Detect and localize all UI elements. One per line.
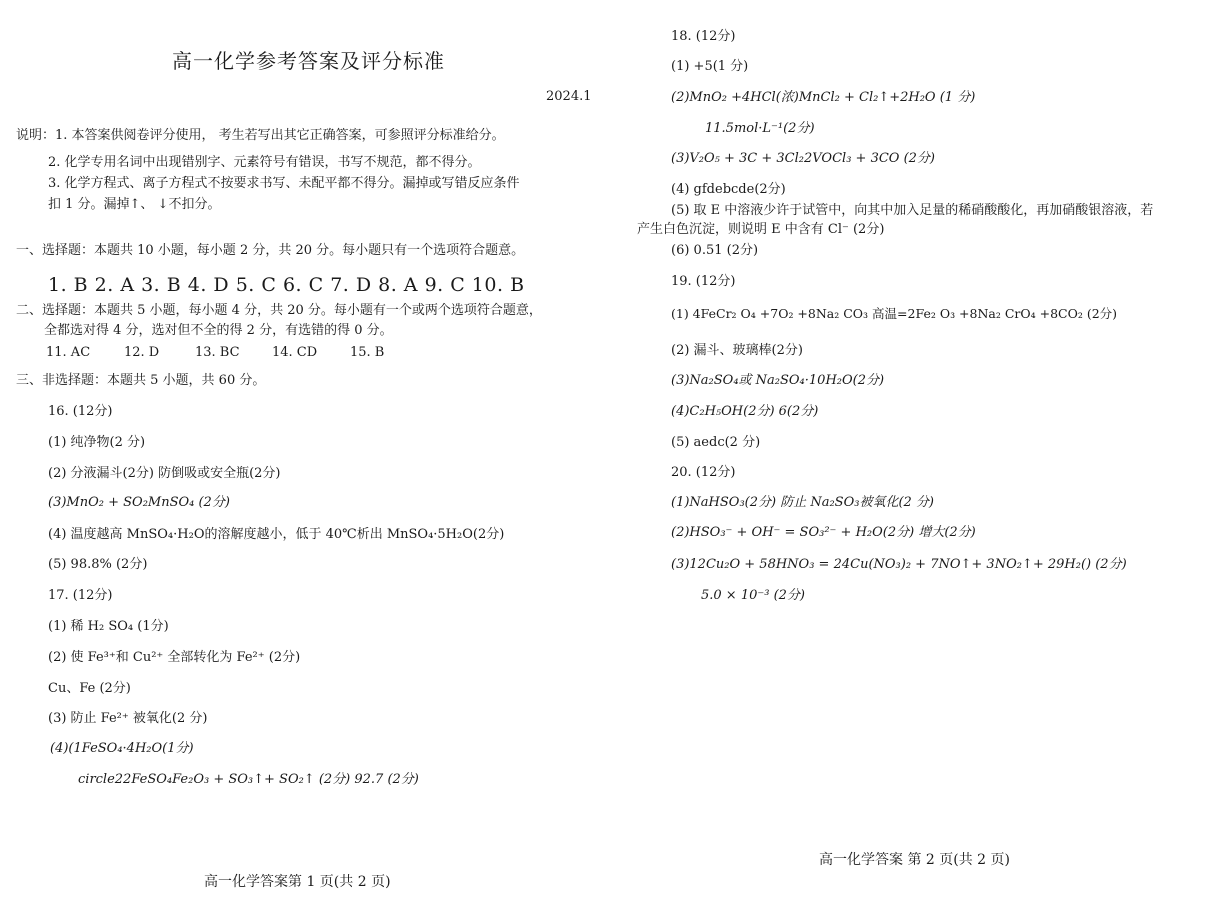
answer-line: (1)NaHSO₃(2分) 防止 Na₂SO₃被氧化(2 分) <box>671 495 934 510</box>
question-heading: 20. (12分) <box>671 465 736 480</box>
answer-line: (5) 取 E 中溶液少许于试管中，向其中加入足量的稀硝酸酸化，再加硝酸银溶液，若 <box>671 203 1154 218</box>
answer-line: (2) 分液漏斗(2分) 防倒吸或安全瓶(2分) <box>48 466 281 481</box>
answer-line: 产生白色沉淀，则说明 E 中含有 Cl⁻ (2分) <box>637 222 885 237</box>
section-heading: 二、选择题：本题共 5 小题，每小题 4 分，共 20 分。每小题有一个或两个选项符合题意， <box>16 303 542 318</box>
section-heading: 三、非选择题：本题共 5 小题，共 60 分。 <box>16 373 266 388</box>
page-footer: 高一化学答案 第 2 页(共 2 页) <box>819 852 1010 868</box>
section-heading: 全都选对得 4 分，选对但不全的得 2 分，有选错的得 0 分。 <box>44 323 393 338</box>
page-title: 高一化学参考答案及评分标准 <box>172 49 445 73</box>
choice-answers: 1. B 2. A 3. B 4. D 5. C 6. C 7. D 8. A 9. C 10. B <box>48 274 525 296</box>
answer-line: (3)Na₂SO₄或 Na₂SO₄·10H₂O(2分) <box>671 373 885 388</box>
answer-line: (4)C₂H₅OH(2分) 6(2分) <box>671 404 819 419</box>
answer-line: (2) 漏斗、玻璃棒(2分) <box>671 343 803 358</box>
answer-line: (1) 纯净物(2 分) <box>48 435 146 450</box>
note-line: 说明：1. 本答案供阅卷评分使用， 考生若写出其它正确答案，可参照评分标准给分。 <box>16 128 505 143</box>
answer-line: (3)MnO₂ + SO₂MnSO₄ (2分) <box>48 495 230 510</box>
answer-line: (2)HSO₃⁻ + OH⁻ = SO₃²⁻ + H₂O(2分) 增大(2分) <box>671 525 976 540</box>
answer-line: 11.5mol·L⁻¹(2分) <box>705 121 815 136</box>
date: 2024.1 <box>546 89 592 104</box>
multi-choice-answer: 14. CD <box>272 345 318 360</box>
answer-line: (5) 98.8% (2分) <box>48 557 148 572</box>
multi-choice-answer: 11. AC <box>46 345 91 360</box>
note-line: 3. 化学方程式、离子方程式不按要求书写、未配平都不得分。漏掉或写错反应条件 <box>48 176 520 191</box>
multi-choice-answer: 12. D <box>124 345 160 360</box>
question-heading: 17. (12分) <box>48 588 113 603</box>
answer-line: (3) 防止 Fe²⁺ 被氧化(2 分) <box>48 711 208 726</box>
answer-line: (6) 0.51 (2分) <box>671 243 759 258</box>
note-line: 2. 化学专用名词中出现错别字、元素符号有错误，书写不规范，都不得分。 <box>48 155 481 170</box>
multi-choice-answer: 13. BC <box>195 345 240 360</box>
question-heading: 16. (12分) <box>48 404 113 419</box>
answer-line: (4) 温度越高 MnSO₄·H₂O的溶解度越小，低于 40℃析出 MnSO₄·5H₂O(2分) <box>48 527 505 542</box>
question-heading: 18. (12分) <box>671 29 736 44</box>
page-footer: 高一化学答案第 1 页(共 2 页) <box>204 874 391 890</box>
answer-line: (2) 使 Fe³⁺和 Cu²⁺ 全部转化为 Fe²⁺ (2分) <box>48 650 301 665</box>
answer-line: (5) aedc(2 分) <box>671 435 761 450</box>
answer-line: circle22FeSO₄Fe₂O₃ + SO₃↑+ SO₂↑ (2分) 92.7 (2分) <box>78 772 419 787</box>
section-heading: 一、选择题：本题共 10 小题，每小题 2 分，共 20 分。每小题只有一个选项符合题意。 <box>16 243 525 258</box>
answer-page-2 <box>613 0 1225 900</box>
answer-page-1 <box>0 0 612 900</box>
answer-line: (2)MnO₂ +4HCl(浓)MnCl₂ + Cl₂↑+2H₂O (1 分) <box>671 90 976 105</box>
note-line: 扣 1 分。漏掉↑、 ↓不扣分。 <box>48 197 221 212</box>
answer-line: 5.0 × 10⁻³ (2分) <box>701 588 805 603</box>
answer-line: (1) 稀 H₂ SO₄ (1分) <box>48 619 169 634</box>
answer-line: (1) 4FeCr₂ O₄ +7O₂ +8Na₂ CO₃ 高温=2Fe₂ O₃ +8Na₂ CrO₄ +8CO₂ (2分) <box>671 306 1118 321</box>
question-heading: 19. (12分) <box>671 274 736 289</box>
answer-line: (3)12Cu₂O + 58HNO₃ = 24Cu(NO₃)₂ + 7NO↑+ 3NO₂↑+ 29H₂() (2分) <box>671 557 1127 572</box>
multi-choice-answer: 15. B <box>350 345 385 360</box>
answer-line: (4) gfdebcde(2分) <box>671 182 786 197</box>
answer-line: (1) +5(1 分) <box>671 59 749 74</box>
answer-line: Cu、Fe (2分) <box>48 681 131 696</box>
answer-line: (4)(1FeSO₄·4H₂O(1分) <box>50 741 194 756</box>
answer-line: (3)V₂O₅ + 3C + 3Cl₂2VOCl₃ + 3CO (2分) <box>671 151 935 166</box>
